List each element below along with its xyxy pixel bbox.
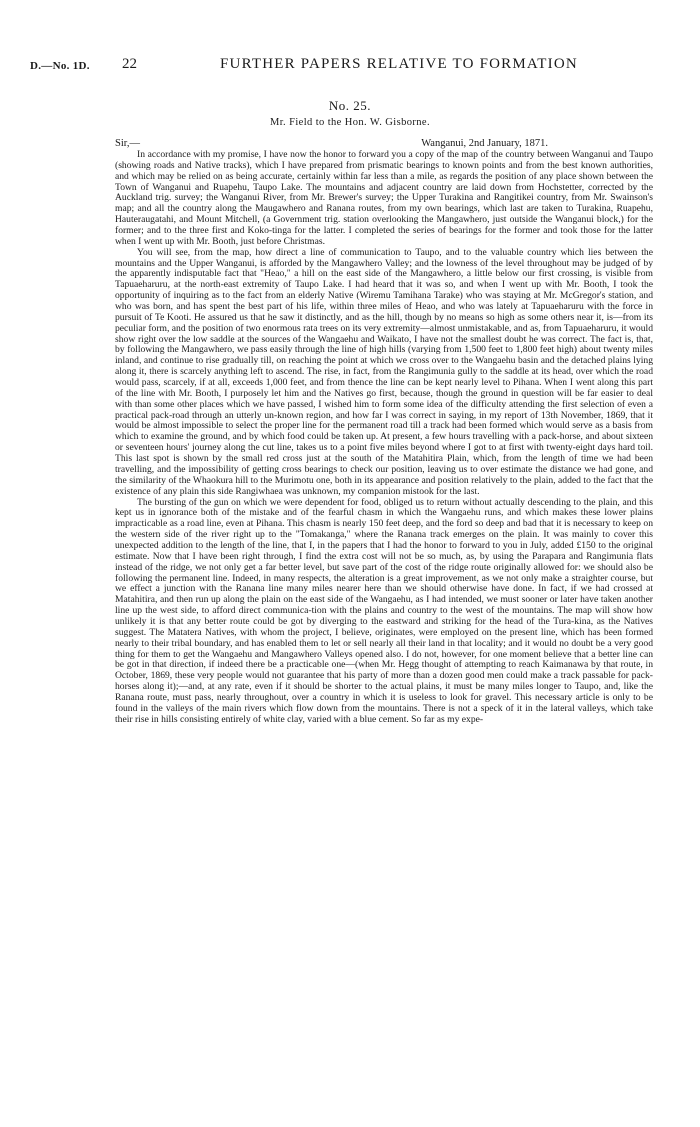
page-header [30, 56, 666, 76]
letter-body [115, 150, 653, 726]
running-title: FURTHER PAPERS RELATIVE TO FORMATION [220, 56, 578, 72]
paragraph: The bursting of the gun on which we were dependent for food, obliged us to return without actually descending to the plain, and this kept us in ignorance both of the mistake and of the fearful chasm in which the Wangaehu runs, and which makes these lower plains impracticable as a road line, even at Pihana. This chasm is nearly 150 feet deep, and the ford so deep and bad that it is necessary to keep on the western side of the river right up to the "Tomakanga," where the Ranana track emerges on the plain. It was mainly to cover this unexpected addition to the length of the line, that I, in the papers that I had the honor to forward to you in July, added £150 to the original estimate. Now that I have been right through, I find the extra cost will not be so much, as, by using the Parapara and Rangimunia flats instead of the ridge, we not only get a far better level, but save part of the cost of the ridge route originally allowed for: we should also be following the permanent line. Indeed, in many respects, the alteration is a great improvement, as we not only make a straighter course, but we effect a junction with the Ranana line many miles nearer here than we should otherwise have done. In fact, if we had crossed at Matahitira, and then run up along the plain on the east side of the Wangaehu, as I had intended, we must sooner or later have taken another line up the west side, to afford direct communica-tion with the plains and country to the west of the mountains. The map will show how unlikely it is that any better route could be got by diverging to the eastward and striking for the head of the Tura-kina, as the Natives suggest. The Matatera Natives, with whom the project, I believe, originates, were employed on the present line, which has been formed nearly to their tribal boundary, and has enabled them to let or sell nearly all their land in that locality; and it would no doubt be a very good thing for them to get the Wangaehu and Mangawhero Valleys opened also. I do not, however, for one moment believe that a better line can be got in that direction, if indeed there be a practicable one—(when Mr. Hegg thought of attempting to reach Kaimanawa by that route, in October, 1869, these very people would not guarantee that his party of more than a dozen good men could make a track passable for pack-horses along it);—and, at any rate, even if it should be shorter to the actual plains, it must be many miles longer to Taupo, and, like the Ranana route, must pass, nearly throughout, over a country in which it is useless to look for gravel. This necessary article is only to be found in the valleys of the main rivers which flow down from the mountains. There is not a speck of it in the lateral valleys, which take their rise in hills consisting entirely of white clay, varied with a blue cement. So far as my expe- [115, 496, 653, 725]
page-number: 22 [122, 56, 137, 72]
document-reference: D.—No. 1D. [30, 60, 90, 72]
paragraph: You will see, from the map, how direct a line of communication to Taupo, and to the valuable country which lies between the mountains and the Upper Wanganui, is afforded by the Mangawhero Valley; and the lowness of the level throughout may be judged of by the apparently indisputable fact that "Heao," a hill on the east side of the Mangawhero, a little below our first crossing, is visible from Tapuaeharuru, at the north-east extremity of Taupo Lake. I had heard that it was so, and when I went up with Mr. Booth, I took the opportunity of inquiring as to the fact from an elderly Native (Wiremu Tamihana Tarake) who was staying at Mr. McGregor's station, and who was born, and has spent the best part of his life, within three miles of Heao, and who was lately at Tapuaeharuru with the force in pursuit of Te Kooti. He assured us that he saw it distinctly, and as the hill, though by no means so high as some others near it, is—from its peculiar form, and the position of two enormous rata trees on its very extremity—almost unmistakable, and as, from Tapuaeharuru, it would show right over the low saddle at the sources of the Wangaehu and Waikato, I have not the smallest doubt he was correct. The fact is, that, by following the Mangawhero, we pass easily through the line of high hills (varying from 1,500 feet to 1,800 feet high) about twenty miles inland, and continue to rise gradually till, on reaching the point at which we cross over to the Wangaehu basin and the detached plains lying along it, there is scarcely anything left to ascend. The rise, in fact, from the Rangimunia gully to the saddle at its head, over which the road would pass, scarcely, if at all, exceeds 1,000 feet, and from thence the line can be kept nearly level to Pihana. When I went along this part of the line with Mr. Booth, I purposely let him and the Natives go first, because, though the ground in question will be far easier to deal with than some other places which we have passed, I wished him to form some idea of the difficulty attending the first selection of even a practical pack-road through an utterly un-known region, and how far I was correct in saying, in my report of 13th November, 1869, that it would be almost impossible to select the proper line for the permanent road till a track had been formed which would serve as a basis from which to examine the ground, and by which food could be taken up. At present, a few hours travelling with a pack-horse, and about sixteen or seventeen hours' journey along the cut line, takes us to a point five miles beyond where I got to at first with twenty-eight days hard toil. This last spot is shown by the small red cross just at the south of the Matahitira Plain, which, from the length of time we had been travelling, and the impossibility of getting cross bearings to check our position, leaving us to over estimate the distance we had gone, and the similarity of the Whaokura hill to the Murimotu one, both in its appearance and position relatively to the plain, added to the fact that the existence of any plain this side Rangiwhaea was unknown, my companion mistook for the last. [115, 246, 653, 497]
salutation: Sir,— [115, 138, 140, 149]
paragraph: In accordance with my promise, I have now the honor to forward you a copy of the map of the country between Wanganui and Taupo (showing roads and Native tracks), which I have prepared from prismatic bearings to known points and from the best known authorities, and which may be relied on as being accurate, certainly within far less than a mile, as regards the position of any place shown between the Town of Wanganui and Ruapehu, Taupo Lake. The mountains and adjacent country are laid down from Hochstetter, corrected by the Auckland trig. survey; the Wanganui River, from Mr. Brewer's survey; the Upper Turakina and Rangitikei country, from Mr. Swainson's map; and all the country along the Maugawhero and Ranana routes, from my own bearings, which last are taken to Turakina, Ruapehu, Hauteraugatahi, and Mount Mitchell, (a Government trig. station overlooking the Mangawhero, just outside the Wanganui block,) for the former; and to the three first and Koko-tinga for the latter. I completed the series of bearings for the former and took those for the latter when I went up with Mr. Booth, just before Christmas. [115, 149, 653, 247]
letter-heading: Mr. Field to the Hon. W. Gisborne. [269, 117, 430, 128]
document-number: No. 25. [328, 98, 372, 113]
dateline: Wanganui, 2nd January, 1871. [421, 138, 548, 149]
